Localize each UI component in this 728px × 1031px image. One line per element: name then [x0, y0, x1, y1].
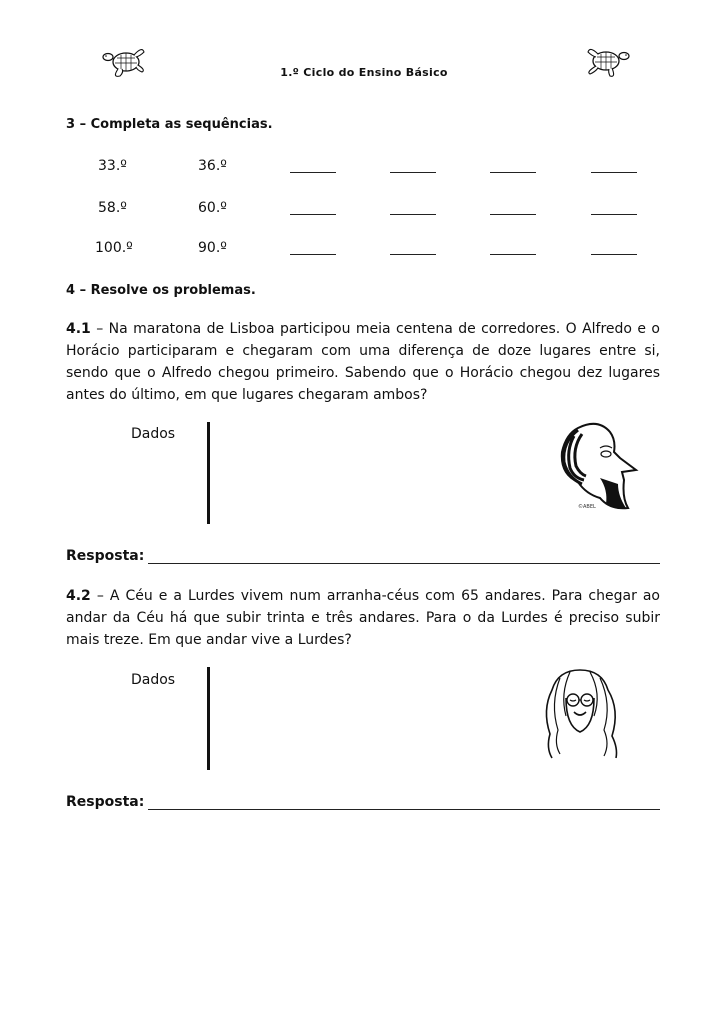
sequence-blank[interactable]	[591, 254, 637, 255]
dados-divider	[207, 667, 210, 770]
sequence-blank[interactable]	[490, 172, 536, 173]
turtle-icon	[578, 44, 630, 80]
sequence-blank[interactable]	[290, 254, 336, 255]
sequence-blank[interactable]	[390, 172, 436, 173]
resposta-4-2	[66, 790, 660, 810]
problem-4-2-text	[66, 585, 660, 651]
sequence-first-value: 58.º	[98, 200, 127, 216]
problem-statement: A Céu e a Lurdes vivem num arranha-céus com 65 andares. Para chegar ao andar da Céu há que subir trinta e três andares. Para o da Lurdes é preciso subir mais treze. Em que andar vive a Lurdes?	[66, 588, 660, 648]
dados-label: Dados	[131, 672, 176, 688]
dados-divider	[207, 422, 210, 524]
dados-label: Dados	[131, 426, 176, 442]
section-4-title: 4 – Resolve os problemas.	[66, 283, 256, 298]
sequence-blank[interactable]	[390, 214, 436, 215]
sequence-blank[interactable]	[591, 172, 637, 173]
sequence-blank[interactable]	[390, 254, 436, 255]
resposta-answer-line[interactable]	[148, 549, 660, 564]
sequence-blank[interactable]	[490, 214, 536, 215]
sequence-blank[interactable]	[490, 254, 536, 255]
sequence-blank[interactable]	[290, 172, 336, 173]
sequence-first-value: 33.º	[98, 158, 127, 174]
problem-dash: –	[90, 588, 110, 604]
resposta-answer-line[interactable]	[148, 795, 660, 810]
resposta-label: Resposta:	[66, 548, 145, 564]
sequence-row	[66, 200, 666, 220]
resposta-4-1	[66, 544, 660, 564]
header-title: 1.º Ciclo do Ensino Básico	[280, 66, 448, 79]
svg-text:©ABEL: ©ABEL	[578, 504, 596, 510]
problem-statement: Na maratona de Lisboa participou meia centena de corredores. O Alfredo e o Horácio participaram e chegaram com uma diferença de doze lugares entre si, sendo que o Alfredo chegou primeiro. Sabendo que o Horácio chegou dez lugares antes do último, em que lugares chegaram ambos?	[66, 321, 660, 403]
sequence-second-value: 36.º	[198, 158, 227, 174]
resposta-label: Resposta:	[66, 794, 145, 810]
sequence-row	[66, 158, 666, 178]
sequence-blank[interactable]	[290, 214, 336, 215]
problem-number: 4.1	[66, 321, 91, 337]
sequence-row	[66, 240, 666, 260]
sequence-blank[interactable]	[591, 214, 637, 215]
sequence-second-value: 60.º	[198, 200, 227, 216]
section-3-title: 3 – Completa as sequências.	[66, 117, 273, 132]
sequence-second-value: 90.º	[198, 240, 227, 256]
man-caricature-icon	[548, 418, 648, 518]
problem-dash: –	[90, 321, 109, 337]
woman-caricature-icon	[530, 664, 630, 764]
problem-number: 4.2	[66, 588, 91, 604]
sequence-first-value: 100.º	[95, 240, 133, 256]
problem-4-1-text	[66, 318, 660, 406]
